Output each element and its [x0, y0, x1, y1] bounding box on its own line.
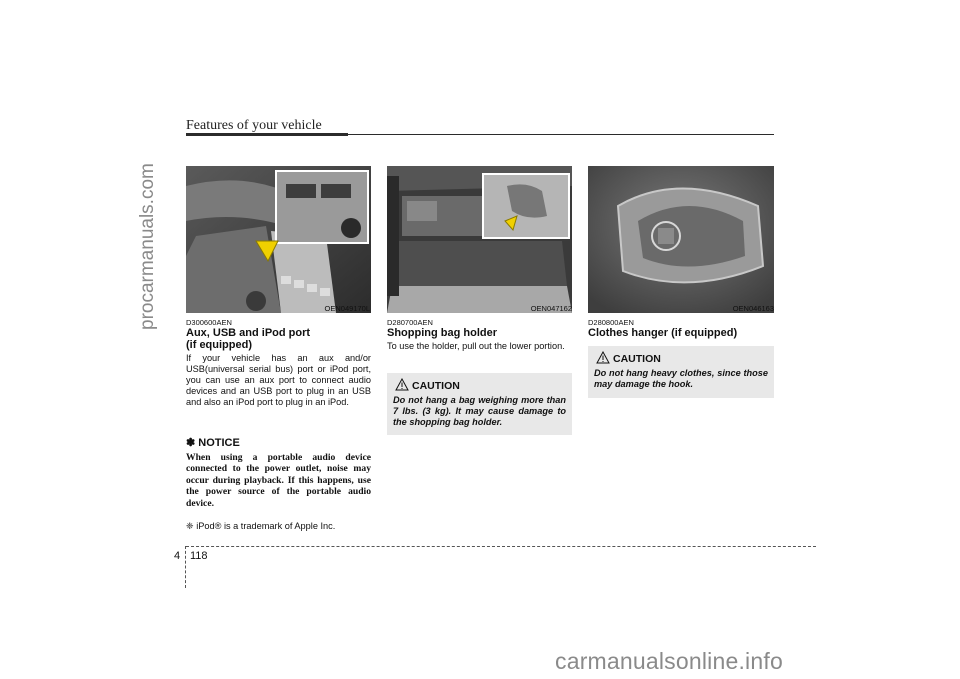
- warning-icon: [596, 351, 610, 364]
- heading-aux-usb: [186, 327, 371, 351]
- heading-line-1: Aux, USB and iPod port: [186, 327, 311, 339]
- caution-text: Do not hang heavy clothes, since those may damage the hook.: [594, 368, 768, 389]
- aux-usb-photo: [186, 166, 371, 313]
- heading-clothes-hanger: Clothes hanger (if equipped): [588, 327, 738, 339]
- caution-title: CAUTION: [412, 380, 460, 392]
- footer-divider: [185, 546, 186, 588]
- figure-code-2: OEN047162: [530, 304, 572, 313]
- section-code-2: D280700AEN: [387, 318, 433, 327]
- caution-box-clothes-hanger: [588, 346, 774, 398]
- caution-text: Do not hang a bag weighing more than 7 lbs. (3 kg). It may cause damage to the shopping bag holder.: [393, 395, 566, 427]
- bottom-watermark: carmanualsonline.info: [555, 648, 783, 674]
- chapter-number: 4: [174, 550, 181, 562]
- figure-code-1: OEN049170L: [324, 304, 370, 313]
- shopping-bag-body: To use the holder, pull out the lower portion.: [387, 341, 565, 351]
- caution-box-shopping-bag: [387, 373, 572, 435]
- notice-title: ✽ NOTICE: [186, 437, 240, 449]
- caution-title: CAUTION: [613, 353, 661, 365]
- heading-shopping-bag: Shopping bag holder: [387, 327, 497, 339]
- section-code-1: D300600AEN: [186, 318, 232, 327]
- notice-body: When using a portable audio device connected to the power outlet, noise may occur during playback. If this happens, use the power source of the portable audio device.: [186, 452, 371, 509]
- side-watermark: procarmanuals.com: [137, 163, 158, 330]
- heading-line-2: (if equipped): [186, 339, 252, 351]
- section-code-3: D280800AEN: [588, 318, 634, 327]
- section-title: Features of your vehicle: [186, 118, 322, 133]
- header-rule-thin: [348, 134, 774, 135]
- page-number: 118: [190, 550, 208, 562]
- header-rule-thick: [186, 133, 348, 136]
- figure-code-3: OEN046163: [732, 304, 774, 313]
- shopping-bag-holder-photo: [387, 166, 572, 313]
- trademark-footnote: ❈ iPod® is a trademark of Apple Inc.: [186, 521, 336, 531]
- footer-rule: [186, 546, 816, 547]
- clothes-hanger-photo: [588, 166, 774, 313]
- warning-icon: [395, 378, 409, 391]
- aux-usb-body: If your vehicle has an aux and/or USB(universal serial bus) port or iPod port, you can use an aux port to connect audio devices and an USB port to plug in an USB and also an iPod port to plug in an iPod.: [186, 353, 371, 407]
